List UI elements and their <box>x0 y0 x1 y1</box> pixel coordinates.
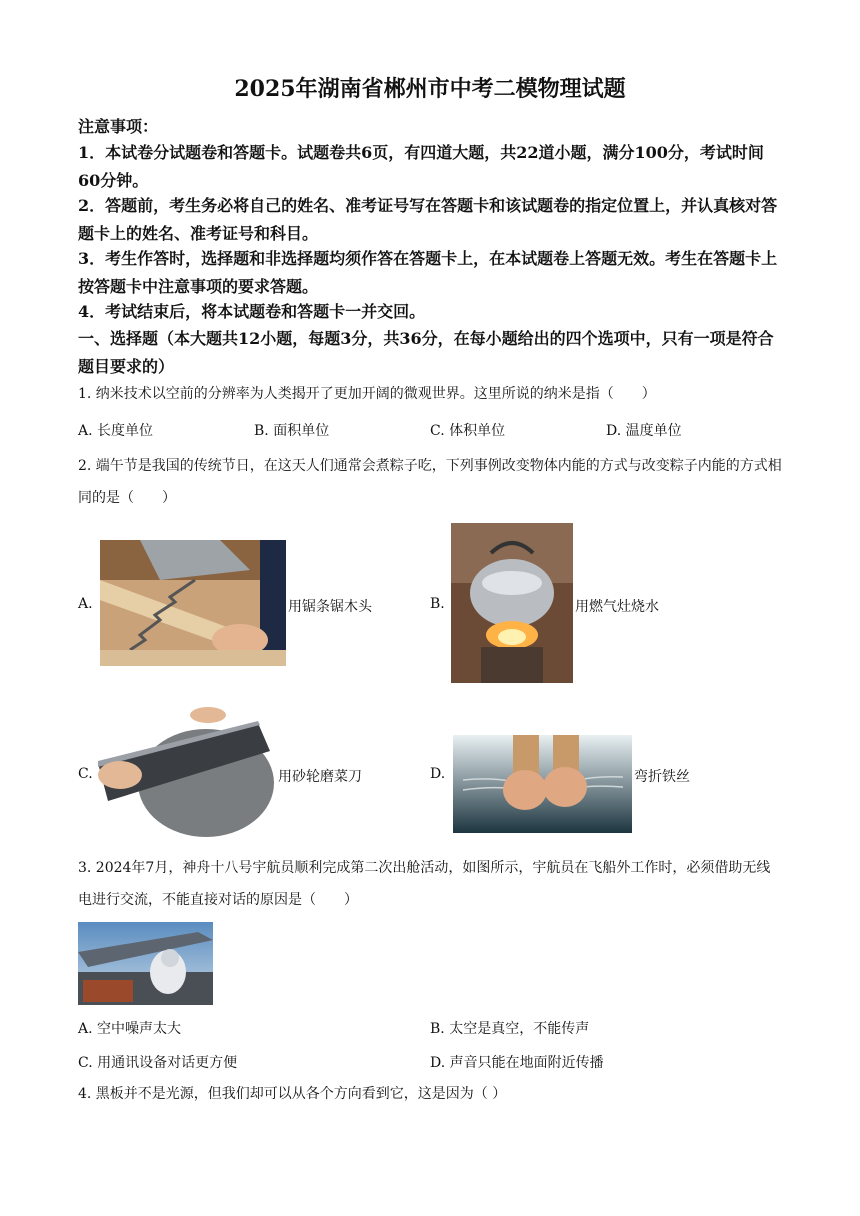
saw-cutting-wood-image <box>100 540 286 666</box>
notice-item-2: 2．答题前，考生务必将自己的姓名、准考证号写在答题卡和该试题卷的指定位置上，并认真核对答题卡上的姓名、准考证号和科目。 <box>78 196 778 243</box>
q1-option-a: A. 长度单位 <box>78 423 154 439</box>
q2-option-b-letter: B. <box>430 596 445 612</box>
kettle-on-gas-stove-image <box>451 523 573 683</box>
q3-option-d: D. 声音只能在地面附近传播 <box>430 1055 604 1071</box>
q1-option-b: B. 面积单位 <box>254 423 330 439</box>
q2-option-d-letter: D. <box>430 766 446 782</box>
q2-option-c-caption: 用砂轮磨菜刀 <box>278 769 362 785</box>
notice-item-3: 3．考生作答时，选择题和非选择题均须作答在答题卡上，在本试题卷上答题无效。考生在答题卡上按答题卡中注意事项的要求答题。 <box>78 249 778 296</box>
grinding-knife-image <box>98 703 276 841</box>
notice-heading: 注意事项： <box>78 117 159 136</box>
section-heading-choice: 一、选择题（本大题共12小题，每题3分，共36分，在每小题给出的四个选项中，只有一项是符合题目要求的） <box>78 329 774 376</box>
question-2-stem: 2. 端午节是我国的传统节日，在这天人们通常会煮粽子吃，下列事例改变物体内能的方式与改变粽子内能的方式相同的是（ ） <box>78 458 782 506</box>
question-1-stem: 1. 纳米技术以空前的分辨率为人类揭开了更加开阔的微观世界。这里所说的纳米是指（ ） <box>78 386 656 402</box>
q1-option-d: D. 温度单位 <box>606 423 682 439</box>
notice-item-1: 1．本试卷分试题卷和答题卡。试题卷共6页，有四道大题，共22道小题，满分100分，考试时间60分钟。 <box>78 143 764 190</box>
q2-option-a-caption: 用锯条锯木头 <box>288 599 372 615</box>
page-title: 2025年湖南省郴州市中考二模物理试题 <box>234 76 626 102</box>
notice-item-4: 4．考试结束后，将本试题卷和答题卡一并交回。 <box>78 302 426 321</box>
q2-option-a-letter: A. <box>78 596 93 612</box>
astronaut-spacewalk-image <box>78 922 213 1005</box>
q2-option-b-caption: 用燃气灶烧水 <box>575 599 659 615</box>
q2-option-d-caption: 弯折铁丝 <box>634 769 690 785</box>
q3-option-c: C. 用通讯设备对话更方便 <box>78 1055 238 1071</box>
question-4-stem: 4. 黑板并不是光源，但我们却可以从各个方向看到它，这是因为（ ） <box>78 1086 507 1102</box>
q2-option-c-letter: C. <box>78 766 93 782</box>
q3-option-a: A. 空中噪声太大 <box>78 1021 182 1037</box>
q3-option-b: B. 太空是真空，不能传声 <box>430 1021 590 1037</box>
question-3-stem: 3. 2024年7月，神舟十八号宇航员顺利完成第二次出舱活动，如图所示，宇航员在飞船外工作时，必须借助无线电进行交流，不能直接对话的原因是（ ） <box>78 860 771 908</box>
q1-option-c: C. 体积单位 <box>430 423 506 439</box>
bending-iron-wire-image <box>453 735 632 833</box>
